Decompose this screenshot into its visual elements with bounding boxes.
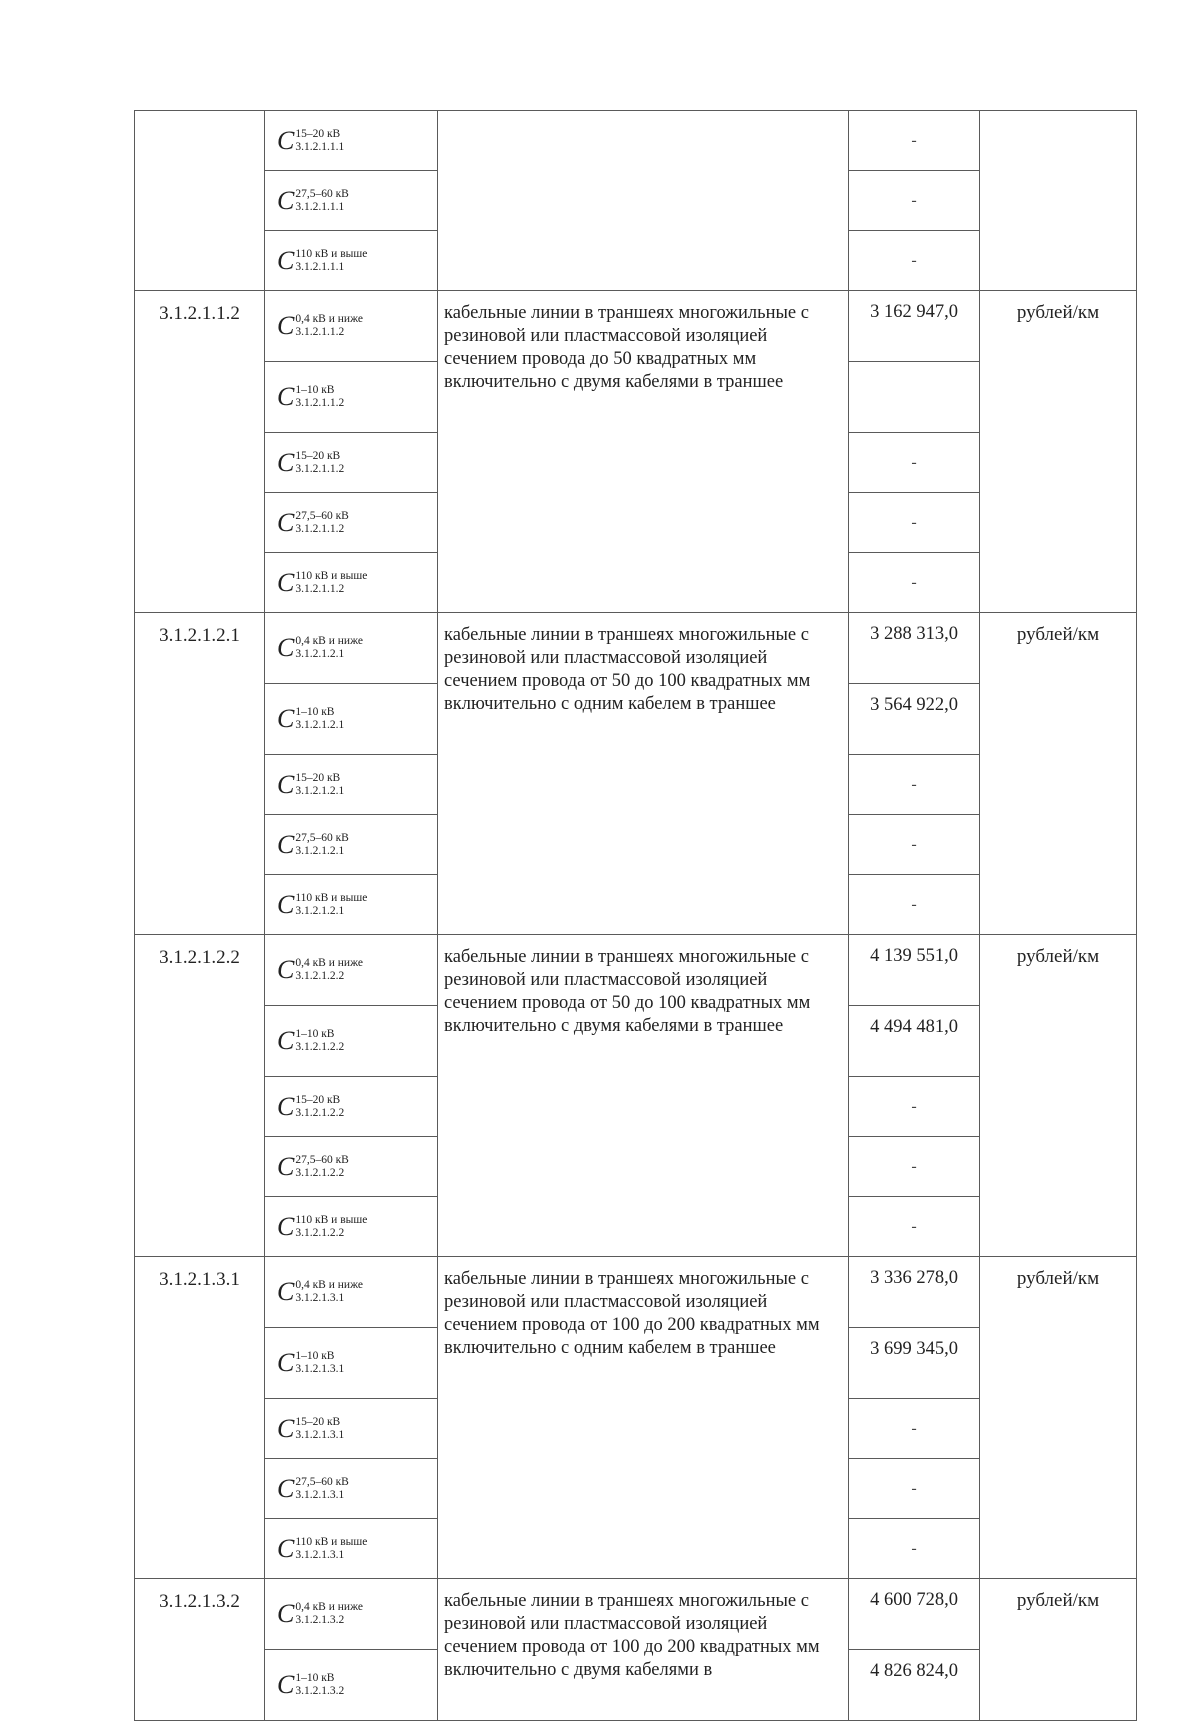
rate-symbol-letter: C [277,1151,295,1181]
voltage-class: 1–10 кВ [295,1672,335,1684]
rate-symbol-cell [265,171,438,231]
rate-symbol [277,769,345,799]
unit-of-measure: рублей/км [980,291,1137,613]
rate-value-text: 4 139 551,0 [870,946,958,966]
rate-index: 3.1.2.1.2.1 [295,784,345,797]
rate-symbol-letter: C [277,889,295,919]
rate-symbol-cell [265,433,438,493]
rate-value [849,1137,980,1197]
rate-index: 3.1.2.1.1.2 [295,582,345,595]
rate-symbol [277,829,349,859]
rate-symbol-letter: C [277,633,295,662]
rate-symbol-cell [265,493,438,553]
item-code: 3.1.2.1.3.2 [135,1579,265,1721]
voltage-class: 110 кВ и выше [295,1535,368,1548]
rate-symbol-letter: C [277,1026,295,1055]
rate-symbol-letter: C [277,1533,295,1563]
table-row [135,1257,1137,1328]
rate-symbol [277,1672,344,1698]
rate-index: 3.1.2.1.1.1 [295,200,345,213]
rate-value [849,1650,980,1721]
rate-symbol [277,1279,363,1305]
rate-symbol [277,245,368,275]
rate-symbol [277,1091,345,1121]
rate-index: 3.1.2.1.2.2 [295,1041,345,1053]
rate-value [849,684,980,755]
voltage-class: 15–20 кВ [295,1415,341,1428]
table-row [135,613,1137,684]
voltage-class: 15–20 кВ [295,449,341,462]
item-description [438,111,849,291]
rate-value [849,815,980,875]
voltage-class: 0,4 кВ и ниже [295,1279,363,1291]
rate-symbol [277,1350,344,1376]
rate-symbol [277,567,368,597]
rate-value [849,231,980,291]
rate-symbol [277,507,349,537]
rate-value [849,1459,980,1519]
rate-symbol-cell [265,684,438,755]
rate-symbol-letter: C [277,245,295,275]
rate-value [849,755,980,815]
rate-symbol-cell [265,875,438,935]
rate-symbol-cell [265,1328,438,1399]
rate-value [849,613,980,684]
item-description: кабельные линии в траншеях многожильные с резиновой или пластмассовой изоляцией сечением провода до 50 квадратных мм включительно с двумя кабелями в траншее [438,291,849,613]
rate-symbol-letter: C [277,311,295,340]
rate-symbol-letter: C [277,704,295,733]
voltage-class: 0,4 кВ и ниже [295,957,363,969]
rate-index: 3.1.2.1.3.1 [295,1428,345,1441]
rate-symbol-cell [265,111,438,171]
rate-value-text: - [911,776,917,793]
table-row [135,111,1137,171]
rate-value [849,1579,980,1650]
item-description: кабельные линии в траншеях многожильные с резиновой или пластмассовой изоляцией сечением провода от 100 до 200 квадратных мм включительно с одним кабелем в траншее [438,1257,849,1579]
rate-symbol-cell [265,553,438,613]
rate-value-text: - [911,192,917,209]
rate-symbol-cell [265,1137,438,1197]
rate-value-text: - [911,1480,917,1497]
table-row [135,935,1137,1006]
voltage-class: 1–10 кВ [295,384,335,396]
rate-value-text: - [911,836,917,853]
unit-of-measure: рублей/км [980,1579,1137,1721]
rate-symbol-letter: C [277,1473,295,1503]
rate-symbol-cell [265,1197,438,1257]
rate-symbol-cell [265,1579,438,1650]
voltage-class: 15–20 кВ [295,127,341,140]
voltage-class: 27,5–60 кВ [295,509,349,522]
rate-index: 3.1.2.1.1.2 [295,462,345,475]
rate-value [849,1077,980,1137]
rate-symbol [277,185,349,215]
rate-value-text: - [911,252,917,269]
rate-value-text: 3 162 947,0 [870,302,958,322]
rate-symbol [277,1211,368,1241]
rate-index: 3.1.2.1.1.2 [295,397,345,409]
rate-index: 3.1.2.1.2.2 [295,1226,345,1239]
voltage-class: 1–10 кВ [295,1350,335,1362]
rate-index: 3.1.2.1.2.1 [295,719,345,731]
rate-value [849,553,980,613]
rate-symbol-letter: C [277,382,295,411]
voltage-class: 27,5–60 кВ [295,831,349,844]
rate-symbol [277,1601,363,1627]
item-description: кабельные линии в траншеях многожильные с резиновой или пластмассовой изоляцией сечением провода от 100 до 200 квадратных мм включительно с двумя кабелями в [438,1579,849,1721]
rate-symbol [277,635,363,661]
rate-value [849,1328,980,1399]
rate-symbol [277,889,368,919]
unit-of-measure: рублей/км [980,935,1137,1257]
rate-value [849,111,980,171]
rate-symbol [277,1413,345,1443]
rate-symbol [277,1151,349,1181]
voltage-class: 110 кВ и выше [295,569,368,582]
unit-of-measure: рублей/км [980,1257,1137,1579]
rate-index: 3.1.2.1.3.1 [295,1363,345,1375]
voltage-class: 1–10 кВ [295,1028,335,1040]
rate-index: 3.1.2.1.2.2 [295,1166,345,1179]
rate-index: 3.1.2.1.2.1 [295,904,345,917]
rate-symbol-cell [265,755,438,815]
unit-of-measure: рублей/км [980,613,1137,935]
rate-value-text: - [911,896,917,913]
rate-value [849,935,980,1006]
rate-symbol-letter: C [277,769,295,799]
rate-table-body [135,111,1137,1721]
rate-index: 3.1.2.1.2.2 [295,970,345,982]
rate-value [849,493,980,553]
rate-index: 3.1.2.1.1.1 [295,260,345,273]
rate-symbol-letter: C [277,447,295,477]
rate-symbol-letter: C [277,1599,295,1628]
item-description: кабельные линии в траншеях многожильные с резиновой или пластмассовой изоляцией сечением провода от 50 до 100 квадратных мм включительно с одним кабелем в траншее [438,613,849,935]
unit-of-measure [980,111,1137,291]
item-code: 3.1.2.1.2.2 [135,935,265,1257]
table-row [135,291,1137,362]
rate-index: 3.1.2.1.1.2 [295,326,345,338]
rate-symbol-cell [265,1077,438,1137]
rate-symbol-cell [265,935,438,1006]
voltage-class: 0,4 кВ и ниже [295,313,363,325]
rate-symbol-letter: C [277,567,295,597]
rate-symbol-cell [265,291,438,362]
rate-value-text: - [911,454,917,471]
voltage-class: 110 кВ и выше [295,1213,368,1226]
rate-symbol [277,1533,368,1563]
rate-value [849,1519,980,1579]
rate-symbol-letter: C [277,1413,295,1443]
rate-value-text: - [911,1420,917,1437]
rate-value [849,875,980,935]
rate-symbol [277,1028,344,1054]
rate-symbol-cell [265,1650,438,1721]
rate-symbol-letter: C [277,829,295,859]
rate-index: 3.1.2.1.1.1 [295,140,345,153]
rate-symbol-cell [265,231,438,291]
rate-symbol-cell [265,362,438,433]
rate-symbol-cell [265,1399,438,1459]
rate-symbol-cell [265,1519,438,1579]
rate-symbol-letter: C [277,507,295,537]
voltage-class: 110 кВ и выше [295,247,368,260]
voltage-class: 0,4 кВ и ниже [295,635,363,647]
rate-index: 3.1.2.1.3.2 [295,1614,345,1626]
voltage-class: 27,5–60 кВ [295,1475,349,1488]
voltage-class: 15–20 кВ [295,771,341,784]
rate-index: 3.1.2.1.2.1 [295,844,345,857]
voltage-class: 27,5–60 кВ [295,1153,349,1166]
voltage-class: 110 кВ и выше [295,891,368,904]
rate-value-text: - [911,514,917,531]
table-row [135,1579,1137,1650]
item-description: кабельные линии в траншеях многожильные с резиновой или пластмассовой изоляцией сечением провода от 50 до 100 квадратных мм включительно с двумя кабелями в траншее [438,935,849,1257]
rate-value-text: 4 600 728,0 [870,1590,958,1610]
voltage-class: 15–20 кВ [295,1093,341,1106]
rate-symbol [277,384,344,410]
rate-symbol [277,125,345,155]
rate-symbol-letter: C [277,1348,295,1377]
rate-value-text: 4 826 824,0 [870,1661,958,1681]
rate-symbol-letter: C [277,185,295,215]
rate-index: 3.1.2.1.2.2 [295,1106,345,1119]
rate-index: 3.1.2.1.1.2 [295,522,345,535]
rate-symbol-cell [265,1006,438,1077]
rate-value-text: 3 288 313,0 [870,624,958,644]
rate-symbol [277,1473,349,1503]
voltage-class: 1–10 кВ [295,706,335,718]
item-code [135,111,265,291]
rate-symbol [277,313,363,339]
rate-index: 3.1.2.1.3.1 [295,1548,345,1561]
rate-symbol-letter: C [277,1211,295,1241]
rate-value [849,171,980,231]
rate-index: 3.1.2.1.2.1 [295,648,345,660]
rate-value [849,362,980,433]
rate-value-text: 3 699 345,0 [870,1339,958,1359]
rate-value-text: - [911,1158,917,1175]
rate-symbol [277,706,344,732]
rate-index: 3.1.2.1.3.1 [295,1488,345,1501]
rate-value [849,1399,980,1459]
rate-symbol-cell [265,1257,438,1328]
rate-value [849,1197,980,1257]
rate-value-text: 3 564 922,0 [870,695,958,715]
voltage-class: 27,5–60 кВ [295,187,349,200]
rate-value [849,433,980,493]
rate-value [849,1006,980,1077]
rate-symbol-letter: C [277,125,295,155]
rate-symbol-cell [265,1459,438,1519]
item-code: 3.1.2.1.2.1 [135,613,265,935]
voltage-class: 0,4 кВ и ниже [295,1601,363,1613]
rate-value-text: - [911,132,917,149]
item-code: 3.1.2.1.3.1 [135,1257,265,1579]
rate-value [849,291,980,362]
rate-symbol [277,957,363,983]
rate-symbol-letter: C [277,955,295,984]
rate-value-text: - [911,1540,917,1557]
rate-index: 3.1.2.1.3.2 [295,1685,345,1697]
rate-value-text: - [911,574,917,591]
rate-symbol-cell [265,613,438,684]
item-code: 3.1.2.1.1.2 [135,291,265,613]
rate-value-text: - [911,1098,917,1115]
rate-symbol-cell [265,815,438,875]
rate-value [849,1257,980,1328]
rate-table [134,110,1137,1721]
rate-symbol [277,447,345,477]
rate-symbol-letter: C [277,1670,295,1699]
rate-symbol-letter: C [277,1091,295,1121]
rate-value-text: - [911,1218,917,1235]
rate-symbol-letter: C [277,1277,295,1306]
rate-value-text: 4 494 481,0 [870,1017,958,1037]
rate-value-text: 3 336 278,0 [870,1268,958,1288]
rate-index: 3.1.2.1.3.1 [295,1292,345,1304]
